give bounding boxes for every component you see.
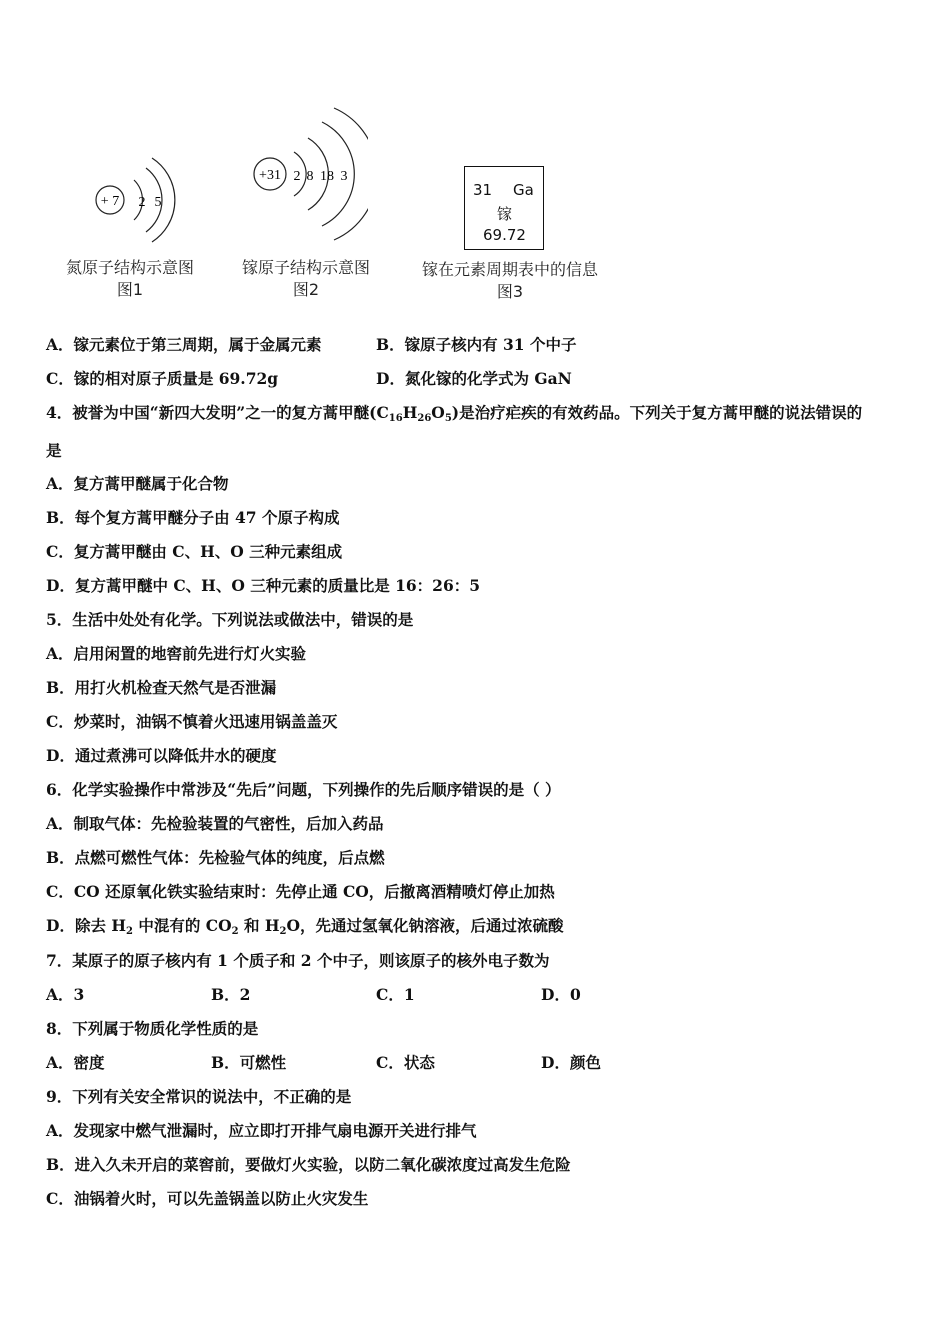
figure-caption: 氮原子结构示意图 图1 xyxy=(65,258,194,299)
shell-count: 18 xyxy=(320,169,334,184)
option-d: D．颜色 xyxy=(541,1053,601,1072)
option-c: C．炒菜时，油锅不慎着火迅速用锅盖盖灭 xyxy=(46,712,338,731)
periodic-table-cell xyxy=(464,166,544,250)
figure-caption: 镓原子结构示意图 图2 xyxy=(241,258,370,299)
nucleus-label: +31 xyxy=(259,168,281,183)
question-stem: 7．某原子的原子核内有 1 个质子和 2 个中子，则该原子的核外电子数为 xyxy=(46,951,550,970)
option-b: B．每个复方蒿甲醚分子由 47 个原子构成 xyxy=(46,508,340,527)
option-d: D．氮化镓的化学式为 GaN xyxy=(376,369,572,388)
option-c: C．镓的相对原子质量是 69.72g xyxy=(46,369,279,388)
nitrogen-atom-diagram xyxy=(90,150,180,250)
question-stem-continued: 是 xyxy=(46,441,62,460)
option-a: A．3 xyxy=(46,985,85,1004)
question-stem: 9．下列有关安全常识的说法中，不正确的是 xyxy=(46,1087,352,1106)
option-b: B．点燃可燃性气体：先检验气体的纯度，后点燃 xyxy=(46,848,385,867)
option-a: A．发现家中燃气泄漏时，应立即打开排气扇电源开关进行排气 xyxy=(46,1121,477,1140)
shell-count: 2 xyxy=(138,195,146,210)
option-a: A．复方蒿甲醚属于化合物 xyxy=(46,474,229,493)
element-name: 镓 xyxy=(497,205,513,223)
option-b: B．2 xyxy=(211,985,251,1004)
shell-count: 3 xyxy=(340,169,348,184)
option-a: A．制取气体：先检验装置的气密性，后加入药品 xyxy=(46,814,384,833)
question-stem: 6．化学实验操作中常涉及“先后”问题，下列操作的先后顺序错误的是（ ） xyxy=(46,780,561,799)
atomic-number: 31 xyxy=(473,181,493,199)
option-d: D．通过煮沸可以降低井水的硬度 xyxy=(46,746,277,765)
option-b: B．进入久未开启的菜窖前，要做灯火实验，以防二氧化碳浓度过高发生危险 xyxy=(46,1155,571,1174)
figure-caption: 镓在元素周期表中的信息 图3 xyxy=(421,260,598,301)
option-a: A．密度 xyxy=(46,1053,105,1072)
option-b: B．可燃性 xyxy=(211,1053,287,1072)
option-d: D．0 xyxy=(541,985,581,1004)
option-c: C．状态 xyxy=(376,1053,435,1072)
shell-count: 8 xyxy=(306,169,314,184)
option-d: D．复方蒿甲醚中 C、H、O 三种元素的质量比是 16：26：5 xyxy=(46,576,481,595)
option-c: C．复方蒿甲醚由 C、H、O 三种元素组成 xyxy=(46,542,343,561)
option-b: B．用打火机检查天然气是否泄漏 xyxy=(46,678,277,697)
option-d: D．除去 $H_2$ 中混有的 $CO_2$ 和 $H_2O$，先通过氢氧化钠溶液，后通过浓硫酸 xyxy=(46,916,564,937)
atomic-mass: 69.72 xyxy=(483,226,526,244)
gallium-atom-diagram xyxy=(248,100,368,250)
option-c: C．CO 还原氧化铁实验结束时：先停止通 CO，后撤离酒精喷灯停止加热 xyxy=(46,882,555,901)
nucleus-label: + 7 xyxy=(100,194,120,209)
option-c: C．1 xyxy=(376,985,415,1004)
shell-count: 5 xyxy=(154,195,162,210)
element-symbol: Ga xyxy=(513,181,534,199)
option-a: A．镓元素位于第三周期，属于金属元素 xyxy=(46,335,322,354)
question-stem: 5．生活中处处有化学。下列说法或做法中，错误的是 xyxy=(46,610,414,629)
option-a: A．启用闲置的地窖前先进行灯火实验 xyxy=(46,644,307,663)
option-c: C．油锅着火时，可以先盖锅盖以防止火灾发生 xyxy=(46,1189,369,1208)
question-stem: 4．被誉为中国“新四大发明”之一的复方蒿甲醚$(C_{16}H_{26}O_5)$是治疗疟疾的有效药品。下列关于复方蒿甲醚的说法错误的 xyxy=(46,403,863,424)
option-b: B．镓原子核内有 31 个中子 xyxy=(376,335,577,354)
shell-count: 2 xyxy=(293,169,301,184)
question-stem: 8．下列属于物质化学性质的是 xyxy=(46,1019,259,1038)
